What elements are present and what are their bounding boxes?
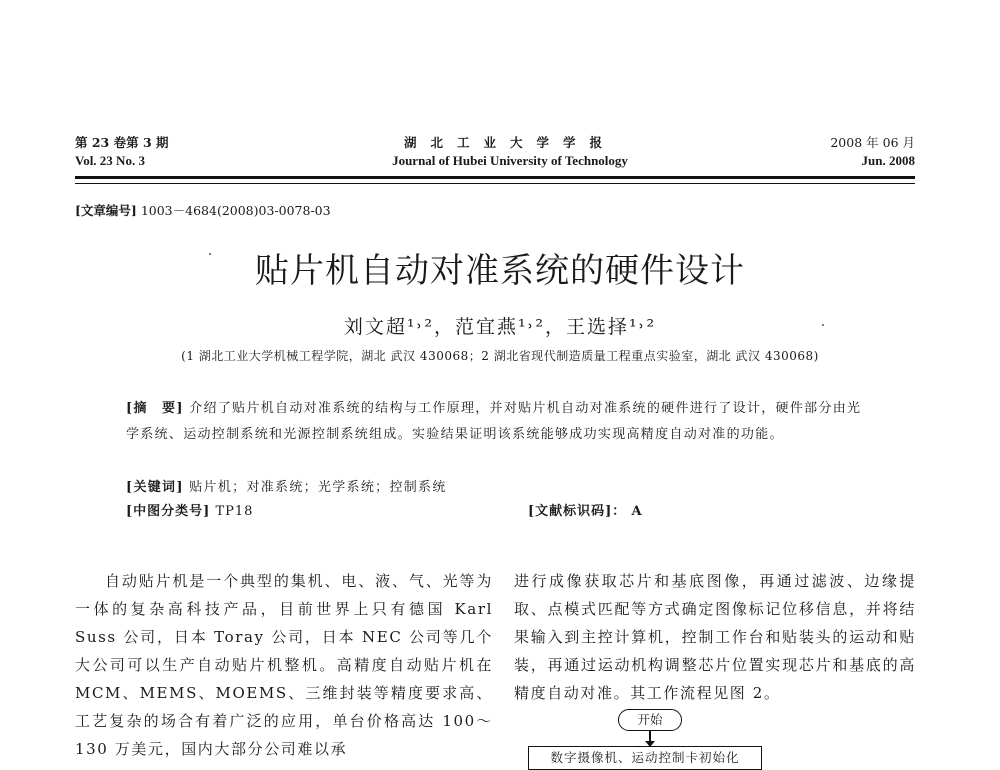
journal-date-en: Jun. 2008 [861,153,915,168]
document-code-value: A [631,504,643,519]
abstract [126,396,866,448]
document-code-label: [文献标识码]： [528,504,627,519]
body-paragraph: 自动贴片机是一个典型的集机、电、液、气、光等为一体的复杂高科技产品，目前世界上只有德国 Karl Suss 公司，日本 Toray 公司，日本 NEC 公司等几个大公司可以生产自动贴片机整机。高精度自动贴片机在 MCM、MEMS、MOEMS、三维封装等精度要求高、工艺复杂的场合有着广泛的应用，单台价格高达 100～130 万美元，国内大部分公司难以承 [75,572,493,758]
article-number-value: 1003－4684(2008)03-0078-03 [140,203,331,218]
paper-authors: 刘文超¹˒²，范宜燕¹˒²，王选择¹˒² [343,316,657,338]
journal-date-cn: 2008 年 06 月 [830,135,915,150]
abstract-text: 介绍了贴片机自动对准系统的结构与工作原理，并对贴片机自动对准系统的硬件进行了设计，硬件部分由光学系统、运动控制系统和光源控制系统组成。实验结果证明该系统能够成功实现高精度自动对准的功能。 [126,401,862,442]
body-left-column [75,567,493,763]
body-paragraph: 进行成像获取芯片和基底图像，再通过滤波、边缘提取、点模式匹配等方式确定图像标记位移信息，并将结果输入到主控计算机，控制工作台和贴装头的运动和贴装，再通过运动机构调整芯片位置实现芯片和基底的高精度自动对准。其工作流程见图 2。 [514,572,916,702]
journal-name-en: Journal of Hubei University of Technology [392,153,628,168]
keywords-label: [关键词] [126,480,184,495]
classification-label: [中图分类号] [126,504,211,519]
classification-number [126,500,253,519]
keywords-text: 贴片机；对准系统；光学系统；控制系统 [189,480,447,495]
flowchart-init-step: 数字摄像机、运动控制卡初始化 [528,746,762,770]
body-right-column [514,567,916,707]
scan-speck [209,253,211,255]
flowchart-start-node: 开始 [618,709,682,731]
header-rule-thin [75,183,915,184]
journal-volume-cn: 第 23 卷第 3 期 [75,135,169,150]
journal-volume-en: Vol. 23 No. 3 [75,153,145,168]
paper-affiliation: (1 湖北工业大学机械工程学院，湖北 武汉 430068；2 湖北省现代制造质量工程重点实验室，湖北 武汉 430068) [181,349,819,363]
journal-name-cn: 湖北工业大学学报 [403,135,616,150]
abstract-label: [摘 要] [126,401,184,416]
keywords [126,476,447,495]
document-code [528,500,643,519]
paper-title: 贴片机自动对准系统的硬件设计 [255,251,745,291]
article-number [75,201,331,219]
scan-speck [822,324,824,326]
header-rule-thick [75,176,915,179]
classification-value: TP18 [215,504,254,519]
article-number-label: [文章编号] [75,203,137,218]
